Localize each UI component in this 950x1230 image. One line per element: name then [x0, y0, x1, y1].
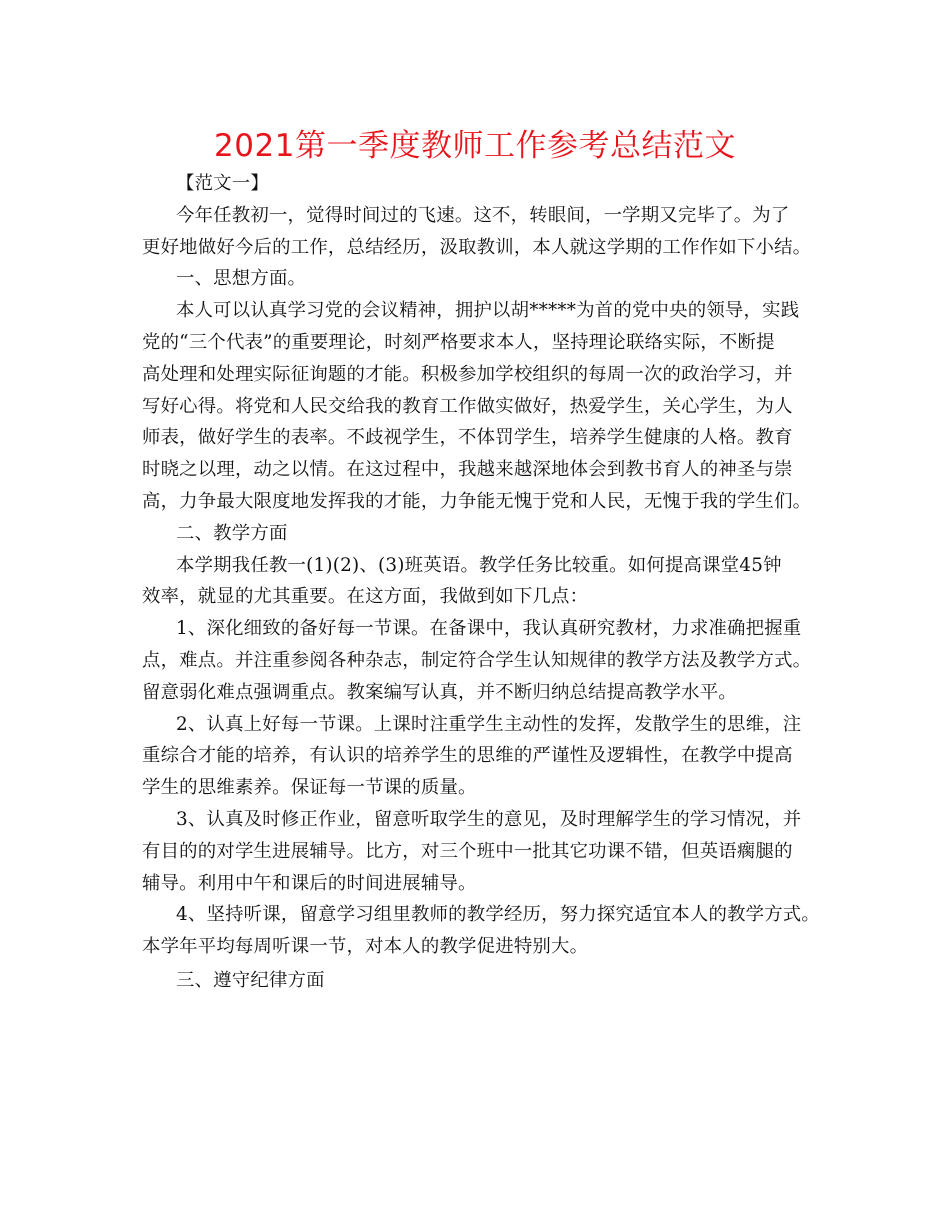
document-line: 一、思想方面。: [176, 268, 307, 290]
document-line: 重综合才能的培养，有认识的培养学生的思维的严谨性及逻辑性，在教学中提高: [142, 745, 793, 767]
document-title: 2021第一季度教师工作参考总结范文: [214, 128, 736, 164]
document-line: 4、坚持听课，留意学习组里教师的教学经历，努力探究适宜本人的教学方式。: [176, 904, 820, 926]
document-line: 更好地做好今后的工作，总结经历，汲取教训，本人就这学期的工作作如下小结。: [142, 236, 812, 258]
document-line: 【范文一】: [176, 173, 269, 194]
document-line: 二、教学方面: [176, 522, 288, 544]
document-line: 今年任教初一，觉得时间过的飞速。这不，转眼间，一学期又完毕了。为了: [176, 204, 790, 226]
document-line: 1、深化细致的备好每一节课。在备课中，我认真研究教材，力求准确把握重: [176, 618, 802, 640]
document-line: 本学期我任教一(1)(2)、(3)班英语。教学任务比较重。如何提高课堂45钟: [176, 554, 782, 576]
document-line: 本人可以认真学习党的会议精神，拥护以胡*****为首的党中央的领导，实践: [176, 300, 800, 322]
document-line: 时晓之以理，动之以情。在这过程中，我越来越深地体会到教书育人的神圣与崇: [142, 459, 793, 481]
document-line: 本学年平均每周听课一节，对本人的教学促进特别大。: [142, 936, 589, 958]
document-line: 留意弱化难点强调重点。教案编写认真，并不断归纳总结提高教学水平。: [142, 681, 737, 703]
document-line: 三、遵守纪律方面: [176, 969, 325, 991]
document-line: 高，力争最大限度地发挥我的才能，力争能无愧于党和人民，无愧于我的学生们。: [142, 490, 812, 512]
document-line: 辅导。利用中午和课后的时间进展辅导。: [142, 872, 477, 894]
document-line: 效率，就显的尤其重要。在这方面，我做到如下几点：: [142, 586, 589, 608]
document-line: 3、认真及时修正作业，留意听取学生的意见，及时理解学生的学习情况，并: [176, 808, 802, 830]
document-body: [142, 168, 820, 997]
document-line: 高处理和处理实际征询题的才能。积极参加学校组织的每周一次的政治学习，并: [142, 363, 793, 385]
document-line: 学生的思维素养。保证每一节课的质量。: [142, 777, 477, 799]
document-line: 有目的的对学生进展辅导。比方，对三个班中一批其它功课不错，但英语瘸腿的: [142, 840, 793, 862]
document-line: 2、认真上好每一节课。上课时注重学生主动性的发挥，发散学生的思维，注: [176, 713, 802, 735]
document-line: 师表，做好学生的表率。不歧视学生，不体罚学生，培养学生健康的人格。教育: [142, 427, 793, 449]
document-line: 党的“三个代表”的重要理论，时刻严格要求本人，坚持理论联络实际，不断提: [142, 331, 775, 353]
document-line: 写好心得。将党和人民交给我的教育工作做实做好，热爱学生，关心学生，为人: [142, 395, 793, 417]
document-line: 点，难点。并注重参阅各种杂志，制定符合学生认知规律的教学方法及教学方式。: [142, 649, 812, 671]
